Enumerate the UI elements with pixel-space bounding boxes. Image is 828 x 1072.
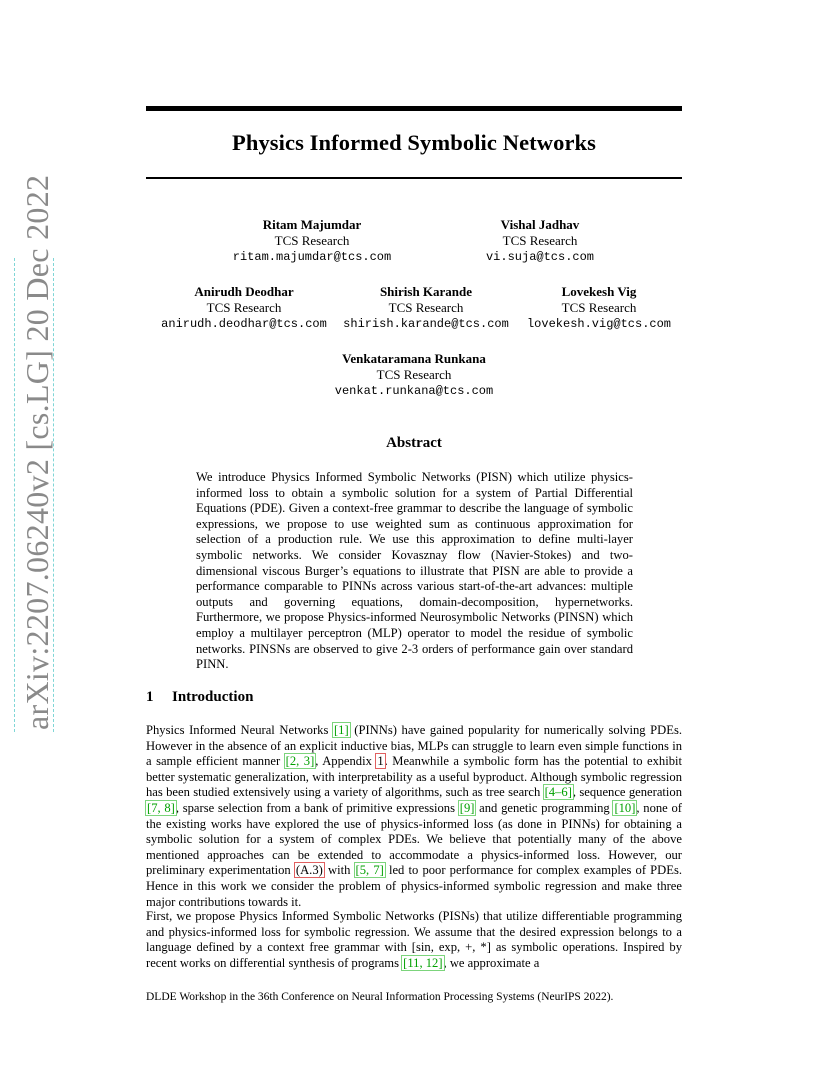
author-block bbox=[440, 217, 640, 265]
author-block bbox=[499, 284, 699, 332]
citation-link[interactable]: [5, 7] bbox=[355, 863, 384, 878]
citation-link[interactable]: [1] bbox=[333, 723, 349, 737]
text-run: First, we propose Physics Informed Symbolic Networks (PISNs) that utilize differentiable programming and physics-informed loss for symbolic regression. We assume that the desired expression belongs to a language defined by a context free grammar with [sin, exp, +, *] as symbolic operations. Inspired by recent works on differential synthesis of programs bbox=[146, 909, 682, 970]
author-affiliation: TCS Research bbox=[376, 367, 452, 382]
author-block bbox=[144, 284, 344, 332]
title-rule-top bbox=[146, 106, 682, 111]
author-affiliation: TCS Research bbox=[502, 233, 578, 248]
author-name: Vishal Jadhav bbox=[500, 217, 580, 232]
author-name: Shirish Karande bbox=[379, 284, 473, 299]
text-run: , sequence generation bbox=[572, 785, 683, 800]
abstract-text: We introduce Physics Informed Symbolic Networks (PISN) which utilize physics-informed loss to obtain a symbolic solution for a system of Partial Differential Equations (PDE). Given a context-free grammar to describe the language of symbolic expressions, we propose to use weighted sum as continuous approximation for selection of a production rule. We use this approximation to define multi-layer symbolic networks. We consider Kovasznay flow (Navier-Stokes) and two-dimensional viscous Burger’s equations to illustrate that PISN are able to provide a performance comparable to PINNs across various start-of-the-art advances: multiple outputs and governing equations, domain-decomposition, hypernetworks. Furthermore, we propose Physics-informed Neurosymbolic Networks (PINSN) which employ a multilayer perceptron (MLP) operator to model the residue of symbolic networks. PINSNs are observed to give 2-3 orders of performance gain over standard PINN. bbox=[196, 470, 633, 672]
text-run: , we approximate a bbox=[443, 955, 540, 970]
text-run: , none of the existing works have explored the use of physics-informed loss (as done in PINNs) for obtaining a symbolic solution for a system of complex PDEs. We believe that potentially many of the above mentioned approaches can be extended to accommodate a physics-informed loss. However, our preliminary experimentation bbox=[146, 800, 682, 878]
author-affiliation: TCS Research bbox=[206, 300, 282, 315]
text-run: (PINNs) have gained popularity for numerically solving PDEs. However in the absence of an explicit inductive bias, MLPs can struggle to learn even simple functions in a sample efficient manner bbox=[146, 723, 683, 769]
author-email[interactable]: shirish.karande@tcs.com bbox=[343, 317, 509, 331]
text-run: Physics Informed Neural Networks bbox=[146, 723, 333, 737]
citation-link[interactable]: [11, 12] bbox=[403, 955, 443, 970]
author-name: Lovekesh Vig bbox=[561, 284, 637, 299]
text-run: led to poor performance for complex examples of PDEs. Hence in this work we consider the problem of physics-informed symbolic regression and make three major contributions towards it. bbox=[146, 863, 683, 909]
author-affiliation: TCS Research bbox=[561, 300, 637, 315]
author-email[interactable]: lovekesh.vig@tcs.com bbox=[526, 317, 672, 331]
author-name: Ritam Majumdar bbox=[262, 217, 362, 232]
author-affiliation: TCS Research bbox=[388, 300, 464, 315]
citation-link[interactable]: [7, 8] bbox=[147, 800, 175, 815]
footer-note: DLDE Workshop in the 36th Conference on Neural Information Processing Systems (NeurIPS 2022). bbox=[146, 991, 614, 1003]
author-block bbox=[326, 284, 526, 332]
citation-link[interactable]: [2, 3] bbox=[285, 754, 315, 769]
appendix-link[interactable]: 1 bbox=[377, 754, 384, 769]
citation-link[interactable]: [9] bbox=[459, 800, 475, 815]
intro-paragraph-1 bbox=[146, 723, 682, 910]
arxiv-stamp[interactable]: arXiv:2207.06240v2 [cs.LG] 20 Dec 2022 bbox=[19, 174, 55, 730]
author-block bbox=[304, 351, 524, 399]
text-run: and genetic programming bbox=[475, 800, 614, 815]
citation-link[interactable]: [10] bbox=[614, 800, 636, 815]
author-name: Anirudh Deodhar bbox=[194, 284, 294, 299]
paper-title: Physics Informed Symbolic Networks bbox=[231, 130, 596, 155]
author-name: Venkataramana Runkana bbox=[342, 351, 486, 366]
author-email[interactable]: ritam.majumdar@tcs.com bbox=[232, 250, 392, 264]
abstract-heading: Abstract bbox=[386, 435, 442, 451]
text-run: , sparse selection from a bank of primitive expressions bbox=[175, 800, 459, 815]
author-affiliation: TCS Research bbox=[274, 233, 350, 248]
appendix-link[interactable]: (A.3) bbox=[295, 863, 323, 878]
citation-link[interactable]: [4–6] bbox=[544, 785, 572, 800]
intro-paragraph-2 bbox=[146, 909, 682, 971]
author-email[interactable]: venkat.runkana@tcs.com bbox=[334, 384, 494, 398]
author-email[interactable]: vi.suja@tcs.com bbox=[485, 250, 595, 264]
section-number: 1 bbox=[146, 689, 154, 705]
title-rule-bottom bbox=[146, 177, 682, 179]
author-email[interactable]: anirudh.deodhar@tcs.com bbox=[161, 317, 327, 331]
text-run: . Meanwhile a symbolic form has the potential to exhibit better systematic generalization, with interpretability as a useful byproduct. Although symbolic regression has been studied extensively using a variety of algorithms, such as tree search bbox=[146, 754, 682, 800]
text-run: , Appendix bbox=[315, 754, 377, 769]
section-heading bbox=[146, 689, 253, 706]
text-run: with bbox=[323, 863, 355, 878]
section-title: Introduction bbox=[172, 689, 254, 705]
author-block bbox=[212, 217, 412, 265]
